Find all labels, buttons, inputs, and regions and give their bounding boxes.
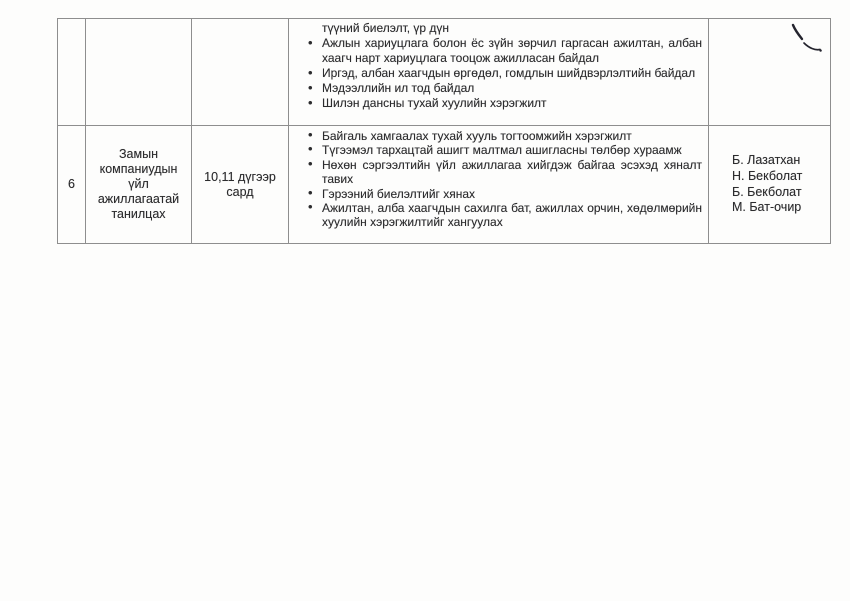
responsible-person: Б. Лазатхан [732,153,801,168]
task-cell [86,19,192,126]
bullet-item: • Байгаль хамгаалах тухай хууль тогтоомжийн хэрэгжилт [289,129,702,143]
activities-cell [289,126,709,244]
bullet-item: • Мэдээллийн ил тод байдал [289,81,702,96]
responsible-cell [709,19,831,126]
responsible-person: Н. Бекболат [732,168,803,183]
period-cell [192,19,289,126]
task-cell: Замын компаниудын үйл ажиллагаатай танилцах [86,126,192,244]
row-number-cell: 6 [58,126,86,244]
bullet-item: • Шилэн дансны тухай хуулийн хэрэгжилт [289,96,702,111]
bullet-item: • Түгээмэл тархацтай ашигт малтмал ашигласны төлбөр хураамж [289,143,702,157]
responsible-person: Б. Бекболат [732,184,802,199]
responsible-person: М. Бат-очир [732,200,802,215]
bullet-item: • Нөхөн сэргээлтийн үйл ажиллагаа хийгдэж байгаа эсэхэд хяналт тавих [289,158,702,187]
bullet-item: • Иргэд, албан хаагчдын өргөдөл, гомдлын шийдвэрлэлтийн байдал [289,66,702,81]
bullet-item: • Ажлын хариуцлага болон ёс зүйн зөрчил гаргасан ажилтан, албан хаагч нарт хариуцлага тооцож ажилласан байдал [289,36,702,66]
bullet-item: • Гэрээний биелэлтийг хянах [289,187,702,201]
bullet-item: • Ажилтан, алба хаагчдын сахилга бат, ажиллах орчин, хөдөлмөрийн хуулийн хэрэгжилтийг хангуулах [289,201,702,230]
activities-cell [289,19,709,126]
plan-table [57,18,831,244]
continuation-text: түүний биелэлт, үр дүн [322,21,450,35]
row-number-cell [58,19,86,126]
responsible-cell [709,126,831,244]
period-cell: 10,11 дүгээр сард [192,126,289,244]
